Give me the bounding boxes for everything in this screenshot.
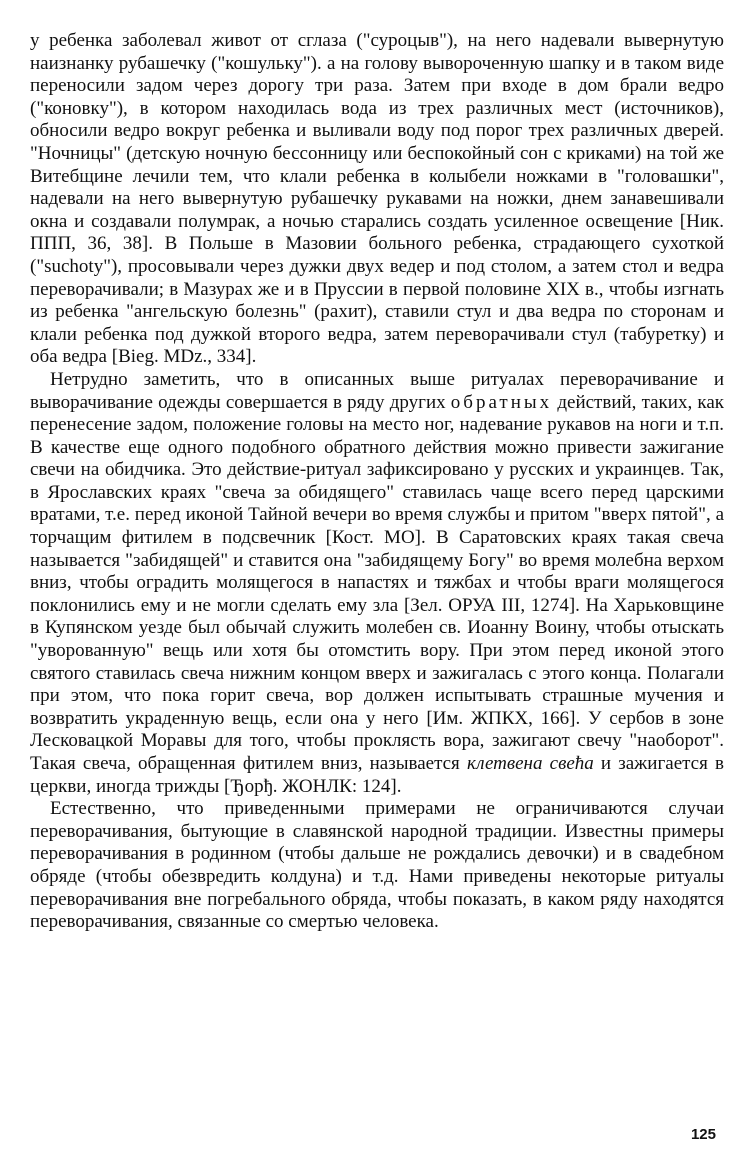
paragraph-2-part-a: Нетрудно заметить, что в описанных выше ритуалах переворачивание и выворачивание одежды совершается в ряду других [30,368,724,413]
paragraph-2 [30,369,724,798]
paragraph-2-part-b: действий, таких, как перенесение задом, положение головы на место ног, надевание рукавов на ноги и т.п. В качестве еще одного подобного обратного действия можно привести зажигание свечи на обидчика. Это действие-ритуал зафиксировано у русских и украинцев. Так, в Ярославских краях "свеча за обидящего" ставилась чаще всего перед царскими вратами, т.е. перед иконой Тайной вечери во время службы и притом "вверх пятой", а торчащим фитилем в подсвечник [Кост. МО]. В Саратовских краях такая свеча называется "забидящей" и ставится она "забидящему Богу" во время молебна верхом вниз, чтобы оградить молящегося в напастях и тяжбах и чтобы враги молящегося поклонились ему и не могли сделать ему зла [Зел. ОРУА III, 1274]. На Харьковщине в Купянском уезде был обычай служить молебен св. Иоанну Воину, чтобы отыскать "уворованную" вещь или хотя бы отомстить вору. При этом перед иконой этого святого ставилась свеча нижним концом вверх и зажигалась с этого конца. Полагали при этом, что пока горит свеча, вор должен испытывать страшные мучения и возвратить украденную вещь, если она у него [Им. ЖПКХ, 166]. У сербов в зоне Лесковацкой Моравы для того, чтобы проклясть вора, зажигают свечу "наоборот". Такая свеча, обращенная фитилем вниз, называется [30,391,724,774]
paragraph-1: у ребенка заболевал живот от сглаза ("суроцыв"), на него надевали вывернутую наизнанку рубашечку ("кошульку"). а на голову вывороченную шапку и в таком виде переносили задом через дорогу три раза. Затем при входе в дом брали ведро ("коновку"), в котором находилась вода из трех различных мест (источников), обносили ведро вокруг ребенка и выливали воду под порог трех различных дверей. "Ночницы" (детскую ночную бессонницу или беспокойный сон с криками) на той же Витебщине лечили тем, что клали ребенка в колыбели ножками в "головашки", надевали на него вывернутую рубашечку рукавами на ножки, днем занавешивали окна и создавали полумрак, а ночью старались создать усиленное освещение [Ник. ППП, 36, 38]. В Польше в Мазовии больного ребенка, страдающего сухоткой ("suchoty"), просовывали через дужки двух ведер и под столом, а затем стол и ведра переворачивали; в Мазурах же и в Пруссии в первой половине XIX в., чтобы изгнать из ребенка "ангельскую болезнь" (рахит), ставили стул и два ведра по сторонам и клали ребенка под дужкой второго ведра, затем переворачивали стул (табуретку) и оба ведра [Bieg. MDz., 334]. [30,30,724,368]
italic-term-kletvena-sveca: клетвена свећа [466,753,594,774]
paragraph-3: Естественно, что приведенными примерами не ограничиваются случаи переворачивания, бытующие в славянской народной традиции. Известны примеры переворачивания в родинном (чтобы дальше не рождались девочки) и в свадебном обряде (чтобы обезвредить колдуна) и т.д. Нами приведены некоторые ритуалы переворачивания вне погребального обряда, чтобы показать, в каком ряду находятся переворачивания, связанные со смертью человека. [30,798,724,933]
page-number: 125 [690,1126,716,1143]
spaced-word-obratnykh: обратных [450,391,553,413]
paragraph-2-part-c: и зажигается в церкви, иногда трижды [Ђорђ. ЖОНЛК: 124]. [30,753,724,797]
page-body [30,30,724,934]
